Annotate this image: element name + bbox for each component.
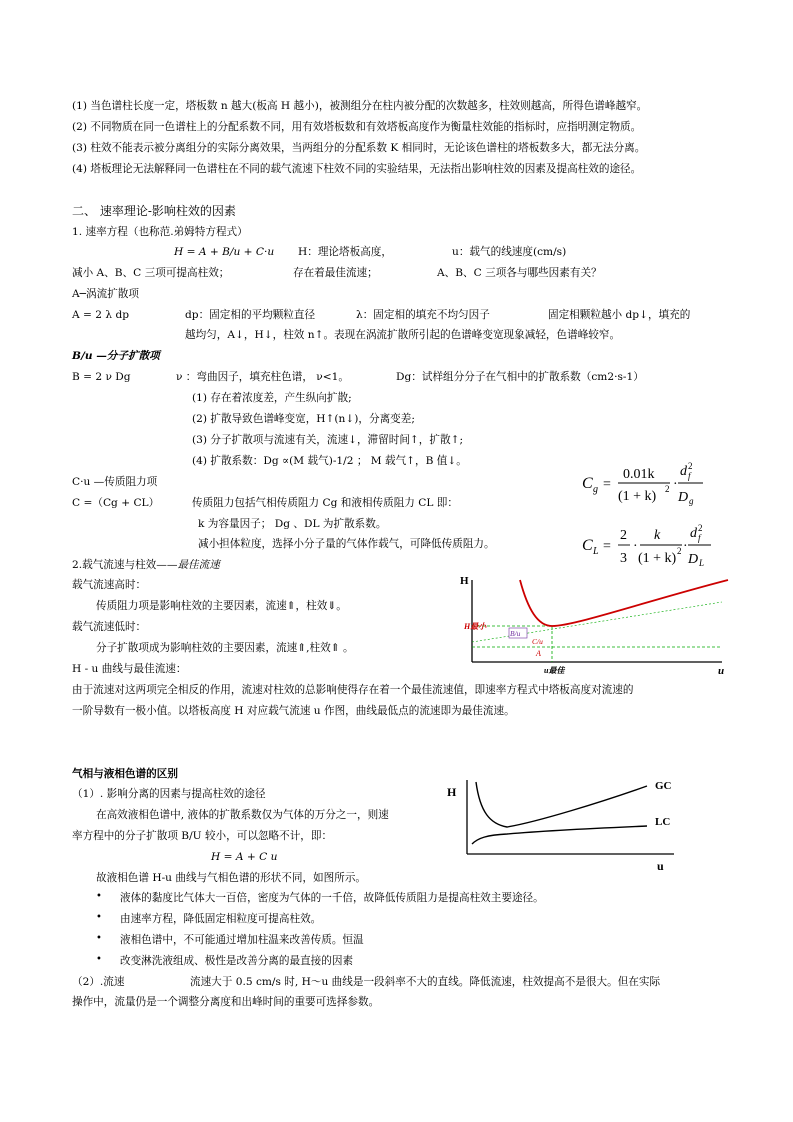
intro-line-1: (1) 当色谱柱长度一定，塔板数 n 越大(板高 H 越小)，被测组分在柱内被分配的次数越多，柱效则越高，所得色谱峰越窄。 xyxy=(72,100,648,112)
intro-line-4: (4) 塔板理论无法解释同一色谱柱在不同的载气流速下柱效不同的实验结果，无法指出影响柱效的因素及提高柱效的途径。 xyxy=(72,163,642,175)
chart2-axis-u-label: u xyxy=(657,859,664,873)
formula-CL-dfsub: f xyxy=(698,533,701,543)
flow-title xyxy=(72,558,220,572)
intro-line-2: (2) 不同物质在同一色谱柱上的分配系数不同，用有效塔板数和有效塔板高度作为衡量柱效能的指标时，应指明测定物质。 xyxy=(72,121,642,133)
B-nu: ν ：弯曲因子，填充柱色谱， ν<1。 xyxy=(176,371,349,383)
Hu-desc-2: 一阶导数有一极小值。以塔板高度 H 对应载气流速 u 作图，曲线最低点的流速即为最佳流速。 xyxy=(72,705,515,717)
formula-Cg-den: (1 + k) xyxy=(618,489,657,504)
C-reduce: 减小担体粒度，选择小分子量的气体作载气，可降低传质阻力。 xyxy=(198,538,495,550)
flow-title-italic: 最佳流速 xyxy=(177,559,220,571)
section3-equation: H = A + C u xyxy=(211,851,278,863)
chart2-GC-label: GC xyxy=(655,780,672,792)
chart1-Hmin-label: H最小 xyxy=(464,622,487,631)
formula-Cg-ddsub: g xyxy=(689,496,694,506)
chart2-GC-curve xyxy=(476,782,647,827)
formula-Cg xyxy=(578,458,713,508)
B-title: B/u —分子扩散项 xyxy=(72,350,160,362)
bullet-text-2: 由速率方程，降低固定相粒度可提高柱效。 xyxy=(120,913,322,925)
formula-CL-exp: 2 xyxy=(677,546,682,556)
formula-Cg-dfexp: 2 xyxy=(688,461,693,471)
section3-sub2-label: （2）.流速 xyxy=(72,976,125,988)
formula-CL-ddsub: L xyxy=(699,558,705,568)
C-description: 传质阻力包括气相传质阻力 Cg 和液相传质阻力 CL 即： xyxy=(192,497,458,509)
section2-title: 二、 速率理论-影响柱效的因素 xyxy=(72,204,236,218)
B-point-1: (1) 存在着浓度差，产生纵向扩散; xyxy=(192,392,352,404)
formula-Cg-sub: g xyxy=(593,484,598,495)
A-dp: dp：固定相的平均颗粒直径 xyxy=(185,309,316,321)
chart1-Cu-label: C/u xyxy=(532,637,543,646)
chart1-axis-H-label: H xyxy=(460,575,469,587)
formula-CL-num: k xyxy=(654,528,661,543)
formula-CL-dd: D xyxy=(688,552,699,567)
bullet-dot-3: • xyxy=(96,933,102,944)
reduce-text: 减小 A、B、C 三项可提高柱效； xyxy=(72,267,230,279)
C-title: C·u —传质阻力项 xyxy=(72,476,158,488)
section3-sub1: （1）. 影响分离的因素与提高柱效的途径 xyxy=(72,788,266,800)
formula-Cg-df: d xyxy=(680,464,687,479)
B-point-2: (2) 扩散导致色谱峰变宽，H↑(n↓)，分离变差; xyxy=(192,413,415,425)
B-point-4: (4) 扩散系数：Dg ∝(M 载气)-1/2 ； M 载气↑，B 值↓。 xyxy=(192,455,467,467)
optimum-text: 存在着最佳流速； xyxy=(293,267,378,279)
chart2-axis-H-label: H xyxy=(447,785,457,799)
formula-CL-dfexp: 2 xyxy=(698,523,703,533)
formula-CL-den1: 3 xyxy=(620,551,627,566)
section3-p2: 故液相色谱 H-u 曲线与气相色谱的形状不同，如图所示。 xyxy=(96,872,367,884)
Hu-title: H - u 曲线与最佳流速： xyxy=(72,663,187,675)
chart1-Bu-label: B/u xyxy=(510,629,521,638)
Hu-curve-chart xyxy=(460,570,735,678)
formula-CL-num1: 2 xyxy=(620,528,627,543)
B-point-3: (3) 分子扩散项与流速有关，流速↓，滞留时间↑，扩散↑; xyxy=(192,434,464,446)
Hu-desc-1: 由于流速对这两项完全相反的作用，流速对柱效的总影响使得存在着一个最佳流速值，即速率方程式中塔板高度对流速的 xyxy=(72,684,634,696)
chart2-LC-label: LC xyxy=(655,816,671,828)
flow-high-desc: 传质阻力项是影响柱效的主要因素，流速⇑，柱效⇓。 xyxy=(96,600,347,612)
A-continued: 越均匀，A↓，H↓，柱效 n↑。表现在涡流扩散所引起的色谱峰变宽现象减轻，色谱峰较窄。 xyxy=(185,329,621,341)
formula-CL-df: d xyxy=(690,526,697,541)
formula-Cg-lhs: C xyxy=(582,475,593,492)
formula-Cg-num: 0.01k xyxy=(623,467,655,482)
A-lambda: λ：固定相的填充不均匀因子 xyxy=(356,309,490,321)
bullet-dot-2: • xyxy=(96,912,102,923)
factors-question: A、B、C 三项各与哪些因素有关？ xyxy=(437,267,602,279)
B-equation: B = 2 ν Dg xyxy=(72,371,131,383)
formula-CL-dot2: · xyxy=(683,539,688,554)
chart1-uopt-label: u最佳 xyxy=(544,666,565,675)
section3-sub2-text: 流速大于 0.5 cm/s 时, H～u 曲线是一段斜率不大的直线。降低流速，柱效提高不是很大。但在实际 xyxy=(190,976,661,988)
B-Dg: Dg：试样组分分子在气相中的扩散系数（cm2·s-1） xyxy=(396,371,644,383)
formula-CL-eq: = xyxy=(603,539,611,554)
flow-title-text: 2.载气流速与柱效—— xyxy=(72,559,178,571)
section3-p1a: 在高效液相色谱中, 液体的扩散系数仅为气体的万分之一，则速 xyxy=(96,809,389,821)
C-equation: C =（Cg + CL） xyxy=(72,497,160,509)
rate-eq-u: u：载气的线速度(cm/s) xyxy=(452,246,567,258)
rate-eq-H: H：理论塔板高度， xyxy=(298,246,392,258)
chart1-A-label: A xyxy=(536,649,541,658)
chart1-axis-u-label: u xyxy=(718,665,725,677)
formula-CL-den: (1 + k) xyxy=(638,551,677,566)
formula-CL-dot1: · xyxy=(633,539,638,554)
chart1-H-curve xyxy=(520,580,728,626)
bullet-dot-1: • xyxy=(96,891,102,902)
intro-line-3: (3) 柱效不能表示被分离组分的实际分离效果，当两组分的分配系数 K 相同时，无论该色谱柱的塔板数多大，都无法分离。 xyxy=(72,142,646,154)
flow-low-desc: 分子扩散项成为影响柱效的主要因素，流速⇑,柱效⇑ 。 xyxy=(96,642,354,654)
section3-sub2-text2: 操作中，流量仍是一个调整分离度和出峰时间的重要可选择参数。 xyxy=(72,996,380,1008)
A-equation: A = 2 λ dp xyxy=(72,309,130,321)
chart2-LC-curve xyxy=(472,826,647,844)
formula-Cg-eq: = xyxy=(603,477,611,492)
rate-eq-title: 1. 速率方程（也称范.弟姆特方程式） xyxy=(72,226,248,238)
rate-eq-main: H = A + B/u + C·u xyxy=(174,246,275,258)
flow-low: 载气流速低时： xyxy=(72,621,147,633)
formula-Cg-dd: D xyxy=(678,490,689,505)
gc-lc-chart xyxy=(442,772,692,874)
formula-CL-lhs: C xyxy=(582,537,593,554)
formula-CL xyxy=(578,518,713,570)
C-k: k 为容量因子； Dg 、DL 为扩散系数。 xyxy=(198,518,387,530)
bullet-text-1: 液体的黏度比气体大一百倍，密度为气体的一千倍，故降低传质阻力是提高柱效主要途径。 xyxy=(120,892,544,904)
formula-Cg-dot: · xyxy=(673,477,678,492)
formula-Cg-dfsub: f xyxy=(688,471,691,481)
flow-high: 载气流速高时： xyxy=(72,579,147,591)
bullet-text-3: 液相色谱中，不可能通过增加柱温来改善传质。恒温 xyxy=(120,934,364,946)
bullet-text-4: 改变淋洗液组成、极性是改善分离的最直接的因素 xyxy=(120,955,354,967)
bullet-dot-4: • xyxy=(96,954,102,965)
formula-Cg-exp: 2 xyxy=(665,484,670,494)
section3-title: 气相与液相色谱的区别 xyxy=(72,768,178,780)
A-smaller: 固定相颗粒越小 dp↓，填充的 xyxy=(548,309,691,321)
section3-p1b: 率方程中的分子扩散项 B/U 较小，可以忽略不计，即： xyxy=(72,830,333,842)
A-title: A─涡流扩散项 xyxy=(72,288,139,300)
formula-CL-sub: L xyxy=(593,546,599,557)
